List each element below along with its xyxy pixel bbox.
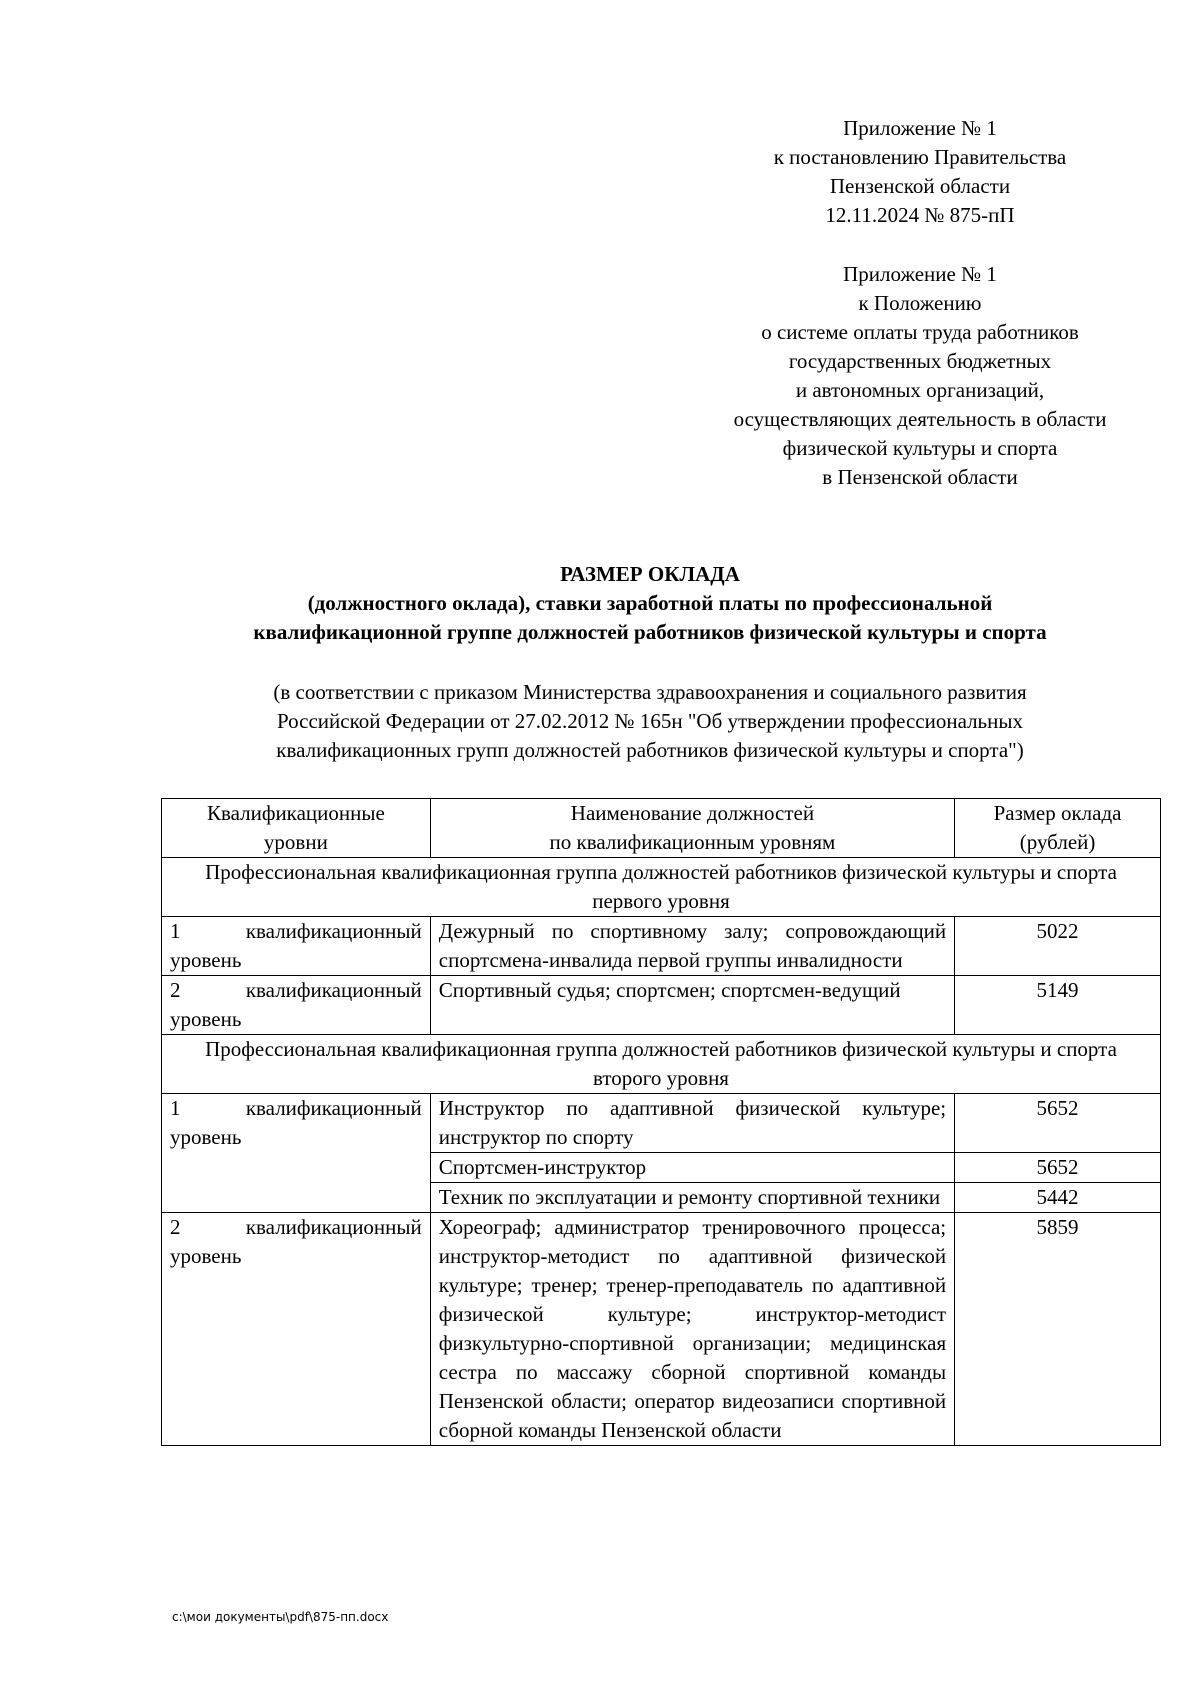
appendix-line: осуществляющих деятельность в области [733, 407, 1107, 431]
salary-cell: 5022 [955, 917, 1161, 976]
subtitle-line: Российской Федерации от 27.02.2012 № 165н "Об утверждении профессиональных [276, 709, 1023, 733]
positions-cell: Техник по эксплуатации и ремонту спортивной техники [430, 1183, 954, 1213]
salary-cell: 5149 [955, 976, 1161, 1035]
appendix-line: к Положению [858, 291, 982, 315]
appendix-line: физической культуры и спорта [782, 436, 1058, 460]
table-row [162, 1094, 1161, 1153]
salary-cell: 5859 [955, 1213, 1161, 1446]
header-level: Квалификационные уровни [162, 799, 431, 858]
group-row [162, 1035, 1161, 1094]
title-line: РАЗМЕР ОКЛАДА [560, 562, 740, 586]
header-salary: Размер оклада (рублей) [955, 799, 1161, 858]
positions-cell: Инструктор по адаптивной физической культуре; инструктор по спорту [430, 1094, 954, 1153]
positions-cell: Спортивный судья; спортсмен; спортсмен-ведущий [430, 976, 954, 1035]
table-row [162, 917, 1161, 976]
positions-cell: Спортсмен-инструктор [430, 1153, 954, 1183]
appendix-line: государственных бюджетных [788, 349, 1052, 373]
appendix-line: в Пензенской области [822, 465, 1018, 489]
salary-cell: 5652 [955, 1094, 1161, 1153]
positions-cell: Хореограф; администратор тренировочного процесса; инструктор-методист по адаптивной физической культуре; тренер; тренер-преподаватель по адаптивной физической культуре; инструктор-методист физкультурно-спортивной организации; медицинская сестра по массажу сборной спортивной команды Пензенской области; оператор видеозаписи спортивной сборной команды Пензенской области [430, 1213, 954, 1446]
appendix-line: Пензенской области [829, 174, 1011, 198]
file-path-footer: c:\мои документы\pdf\875-пп.docx [172, 1610, 389, 1624]
salary-cell: 5652 [955, 1153, 1161, 1183]
level-cell: 1 квалификационный уровень [162, 917, 431, 976]
group-title: Профессиональная квалификационная группа должностей работников физической культуры и спорта первого уровня [162, 858, 1161, 917]
level-cell: 1 квалификационный уровень [162, 1094, 431, 1213]
appendix-line: Приложение № 1 [843, 262, 997, 286]
header-positions: Наименование должностей по квалификационным уровням [430, 799, 954, 858]
level-cell: 2 квалификационный уровень [162, 1213, 431, 1446]
appendix-line: и автономных организаций, [795, 378, 1045, 402]
appendix-regulation [680, 260, 1160, 492]
appendix-line: 12.11.2024 № 875-пП [825, 203, 1015, 227]
appendix-line: Приложение № 1 [843, 116, 997, 140]
subtitle-line: (в соответствии с приказом Министерства здравоохранения и социального развития [273, 680, 1027, 704]
table-row [162, 1213, 1161, 1446]
appendix-line: о системе оплаты труда работников [761, 320, 1079, 344]
title-line: (должностного оклада), ставки заработной платы по профессиональной [307, 591, 993, 615]
group-title: Профессиональная квалификационная группа должностей работников физической культуры и спорта второго уровня [162, 1035, 1161, 1094]
document-subtitle [170, 678, 1130, 765]
document-title [170, 560, 1130, 647]
table-row [162, 976, 1161, 1035]
subtitle-line: квалификационных групп должностей работников физической культуры и спорта") [276, 738, 1024, 762]
salary-table [161, 798, 1161, 1446]
positions-cell: Дежурный по спортивному залу; сопровождающий спортсмена-инвалида первой группы инвалидности [430, 917, 954, 976]
appendix-government-resolution [680, 114, 1160, 230]
title-line: квалификационной группе должностей работников физической культуры и спорта [253, 620, 1047, 644]
appendix-line: к постановлению Правительства [773, 145, 1067, 169]
level-cell: 2 квалификационный уровень [162, 976, 431, 1035]
table-header-row [162, 799, 1161, 858]
salary-cell: 5442 [955, 1183, 1161, 1213]
group-row [162, 858, 1161, 917]
